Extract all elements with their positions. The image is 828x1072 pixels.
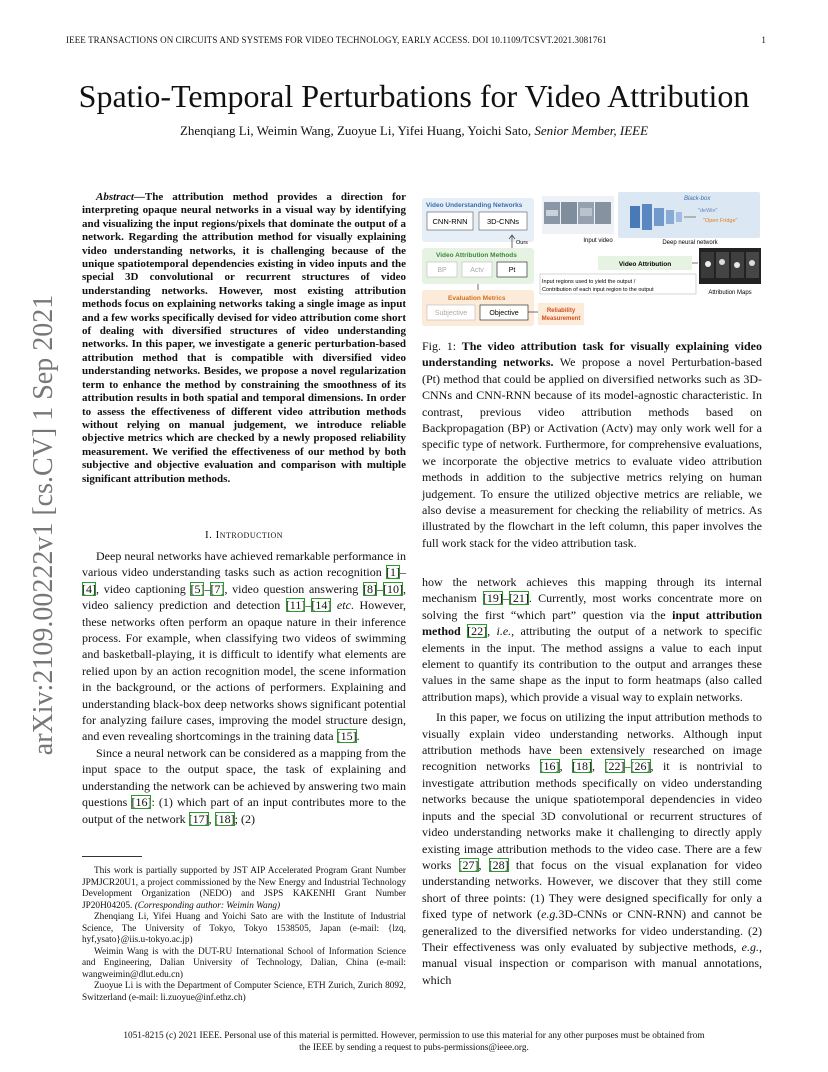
footnote-affiliation-2: Weimin Wang is with the DUT-RU International School of Information Science and Engineering, Dalian University of Technology, Dalian, China (e-mail: wangweimin@dlut.edu.cn) (82, 946, 406, 980)
citation-link[interactable]: [16] (539, 759, 560, 774)
footer-line-2: the IEEE by sending a request to pubs-permissions@ieee.org. (299, 1043, 529, 1053)
citation-link[interactable]: [8] (362, 581, 377, 596)
em-title: Evaluation Metrics (448, 295, 506, 302)
citation-link[interactable]: [1] (386, 565, 400, 580)
objective-label: Objective (489, 310, 519, 317)
footnote-affiliation-1: Zhenqiang Li, Yifei Huang and Yoichi Sato are with the Institute of Industrial Science, The University of Tokyo, Tokyo 1538505, Japan (e-mail: {lzq, hyf,ysato}@iis.u-tokyo.ac.jp) (82, 912, 406, 945)
page-number: 1 (761, 35, 766, 45)
abstract-text: —The attribution method provides a direction for interpreting opaque neural networks in a visual way by identifying and visualizing the input regions/pixels that dominate the output of a network. Regarding the attribution method for visually explaining video understanding networks, it is challenging because of the unique spatiotemporal dependencies existing in video inputs and the special 3D convolutional or recurrent structures of video understanding networks. However, most existing attribution methods focus on explaining networks taking a single image as input and a few works specifically devised for video attribution come short of dealing with diversified structures of video understanding networks. In this paper, we investigate a generic perturbation-based attribution method that is compatible with diversified video understanding networks. Besides, we propose a novel regularization term to enhance the method by constraining the smoothness of its attribution results in both spatial and temporal dimensions. In order to assess the effectiveness of different video attribution methods without relying on manual judgement, we introduce reliable objective metrics which are checked by a newly proposed reliability measurement. We verified the effectiveness of our method by both subjective and objective evaluation and comparison with multiple significant attribution methods. (82, 191, 406, 485)
vun-title: Video Understanding Networks (426, 202, 523, 209)
measurement-label: Measurement (541, 316, 581, 322)
section-title-introduction (82, 529, 406, 541)
right-paragraph-2: In this paper, we focus on utilizing the input attribution methods to visually explain video understanding networks. Although input attribution methods have been extensively researched on image recognition networks [16], [18], [22]–[26], it is nontrivial to investigate attribution methods specifically on video understanding networks because the unique spatiotemporal dependencies in video inputs and the special 3D convolutional or recurrent structures of video understanding networks make it challenging to directly apply existing image attribution methods to the video case. There are a few works [27], [28] that focus on the visual explanation for video understanding networks. However, we discover that they still come short of three points: (1) They were designed specifically for only a fixed type of network (e.g.3D-CNNs or CNN-RNN) and cannot be generalized to the diversified networks for video understanding. (2) Their effectiveness was only evaluated by subjective methods, e.g., manual visual inspection or comparison with manual annotations, which (422, 710, 762, 987)
citation-link[interactable]: [5] (190, 581, 205, 596)
footer-line-1: 1051-8215 (c) 2021 IEEE. Personal use of this material is permitted. However, permission to use this material for any other purposes must be obtained from (123, 1031, 705, 1041)
abstract-label: Abstract (96, 191, 134, 203)
input-video-label: Input video (583, 238, 613, 244)
bp-label: BP (437, 267, 447, 274)
intro-paragraph-1: Deep neural networks have achieved remarkable performance in various video understanding tasks such as action recognition [1]–[4], video captioning [5]–[7], video question answering [8]–[10], video saliency prediction and detection [11]–[14] etc. However, these networks often perform an opaque nature in their inference process. For example, when classifying two videos of swimming and basketball-playing, it is difficult to identify what elements are relied upon by an action recognition model, the scene information in the background, or the actions of performers. Explaining and understanding black-box deep networks shows significant potential for analyzing failure cases, improving the model structure design, and even revealing shortcomings in the training data [15]. (82, 549, 406, 744)
citation-link[interactable]: [22] (467, 624, 488, 639)
citation-link[interactable]: [17] (188, 811, 209, 826)
caption-bold: The video attribution task for visually explaining video understanding networks. (422, 339, 762, 370)
citation-link[interactable]: [7] (210, 581, 225, 596)
intro-body (82, 548, 406, 827)
attribution-maps (699, 248, 761, 284)
actv-label: Actv (470, 267, 484, 274)
right-paragraph-1: how the network achieves this mapping through its internal mechanism [19]–[21]. Currently, most works concentrate more on solving the first “which part” question via the input attribution method [22], i.e., attributing the output of a network to specific elements in the input. The method assigns a value to each input element to quantify its contribution to the output and arranges these values in the same shape as the input to form heatmaps (also called attribution maps), which provide a visual way to explain networks. (422, 575, 763, 704)
copyright-footer (60, 1030, 768, 1054)
citation-link[interactable]: [18] (572, 759, 593, 774)
citation-link[interactable]: [14] (311, 598, 332, 613)
abstract (82, 191, 406, 486)
caption-label: Fig. 1: (422, 339, 457, 353)
figure-1 (422, 186, 762, 326)
intro-paragraph-2: Since a neural network can be considered as a mapping from the input space to the output space, the task of explaining and understanding the network can be achieved by answering two main questions [16]: (1) which part of an input contributes more to the output of the network [17], [18]; (2) (82, 745, 406, 826)
arxiv-id: arXiv:2109.00222v1 [cs.CV] 1 Sep 2021 (28, 294, 59, 756)
citation-link[interactable]: [22] (604, 759, 625, 774)
citation-link[interactable]: [4] (82, 581, 96, 596)
journal-name: IEEE TRANSACTIONS ON CIRCUITS AND SYSTEMS FOR VIDEO TECHNOLOGY, EARLY ACCESS. DOI 10.1109/TCSVT.2021.3081761 (66, 35, 607, 45)
blackbox-label: Black-box (684, 196, 711, 202)
footnote-affiliation-3: Zuoyue Li is with the Department of Computer Science, ETH Zurich, Zurich 8092, Switzerland (e-mail: li.zuoyue@inf.ethz.ch) (82, 981, 406, 1003)
citation-link[interactable]: [16] (131, 795, 152, 810)
citation-link[interactable]: [28] (488, 857, 509, 872)
arxiv-stamp (28, 255, 64, 795)
figure-1-diagram (422, 186, 762, 326)
author-suffix: Senior Member, IEEE (534, 123, 649, 138)
explanation-line-1: Input regions used to yield the output / (542, 279, 636, 285)
vam-title: Video Attribution Methods (436, 252, 517, 259)
pt-label: Pt (508, 267, 516, 274)
subjective-label: Subjective (434, 310, 468, 317)
cnn-rnn-label: CNN-RNN (432, 217, 468, 226)
citation-link[interactable]: [15] (336, 729, 357, 744)
right-column-body (422, 574, 762, 988)
video-attribution-label: Video Attribution (618, 261, 672, 268)
citation-link[interactable]: [18] (214, 811, 235, 826)
attribution-maps-label: Attribution Maps (708, 290, 752, 296)
citation-link[interactable]: [19] (482, 591, 503, 606)
dnn-label: Deep neural network (662, 240, 718, 246)
footnote-rule (82, 856, 142, 857)
footnotes (82, 866, 406, 1004)
author-list (0, 123, 828, 139)
citation-link[interactable]: [21] (508, 591, 529, 606)
section-title-text: I. Introduction (204, 529, 284, 541)
running-header (66, 35, 766, 45)
author-names: Zhenqiang Li, Weimin Wang, Zuoyue Li, Yifei Huang, Yoichi Sato, (179, 123, 532, 138)
label-b: "Open Fridge" (703, 218, 738, 224)
caption-text: We propose a novel Perturbation-based (Pt) method that could be applied on diversified networks such as 3D-CNNs and CNN-RNN because of its model-agnostic characteristic. In contrast, previous video attribution methods based on Backpropagation (BP) or Activation (Actv) may only work well for a specific type of network. Furthermore, for comprehensive evaluations, we incorporate the objective metrics to evaluate video attribution methods in addition to the subjective metrics relying on human judgement. To ensure the utilized objective metrics are reliable, we also devise a measurement for checking the reliability of metrics. As illustrated by the flowchart in the left column, this paper involves the full work stack for the video attribution task. (422, 355, 763, 550)
citation-link[interactable]: [11] (285, 598, 306, 613)
paper-title: Spatio-Temporal Perturbations for Video Attribution (78, 78, 750, 114)
explanation-line-2: Contribution of each input region to the output (542, 287, 654, 293)
citation-link[interactable]: [26] (630, 759, 651, 774)
footnote-funding: This work is partially supported by JST AIP Accelerated Program Grant Number JPMJCR20U1, a project commissioned by the New Energy and Industrial Technology Development Organization (NEDO) and JSPS KAKENHI Grant Number JP20H04205. (Corresponding author: Weimin Wang) (82, 866, 406, 911)
figure-1-caption (422, 338, 762, 551)
citation-link[interactable]: [27] (458, 857, 479, 872)
ours-label: Ours (516, 240, 528, 246)
citation-link[interactable]: [10] (382, 581, 403, 596)
label-a: "deWin" (698, 208, 718, 214)
cnn3d-label: 3D-CNNs (486, 217, 520, 226)
reliability-label: Reliability (546, 308, 576, 314)
